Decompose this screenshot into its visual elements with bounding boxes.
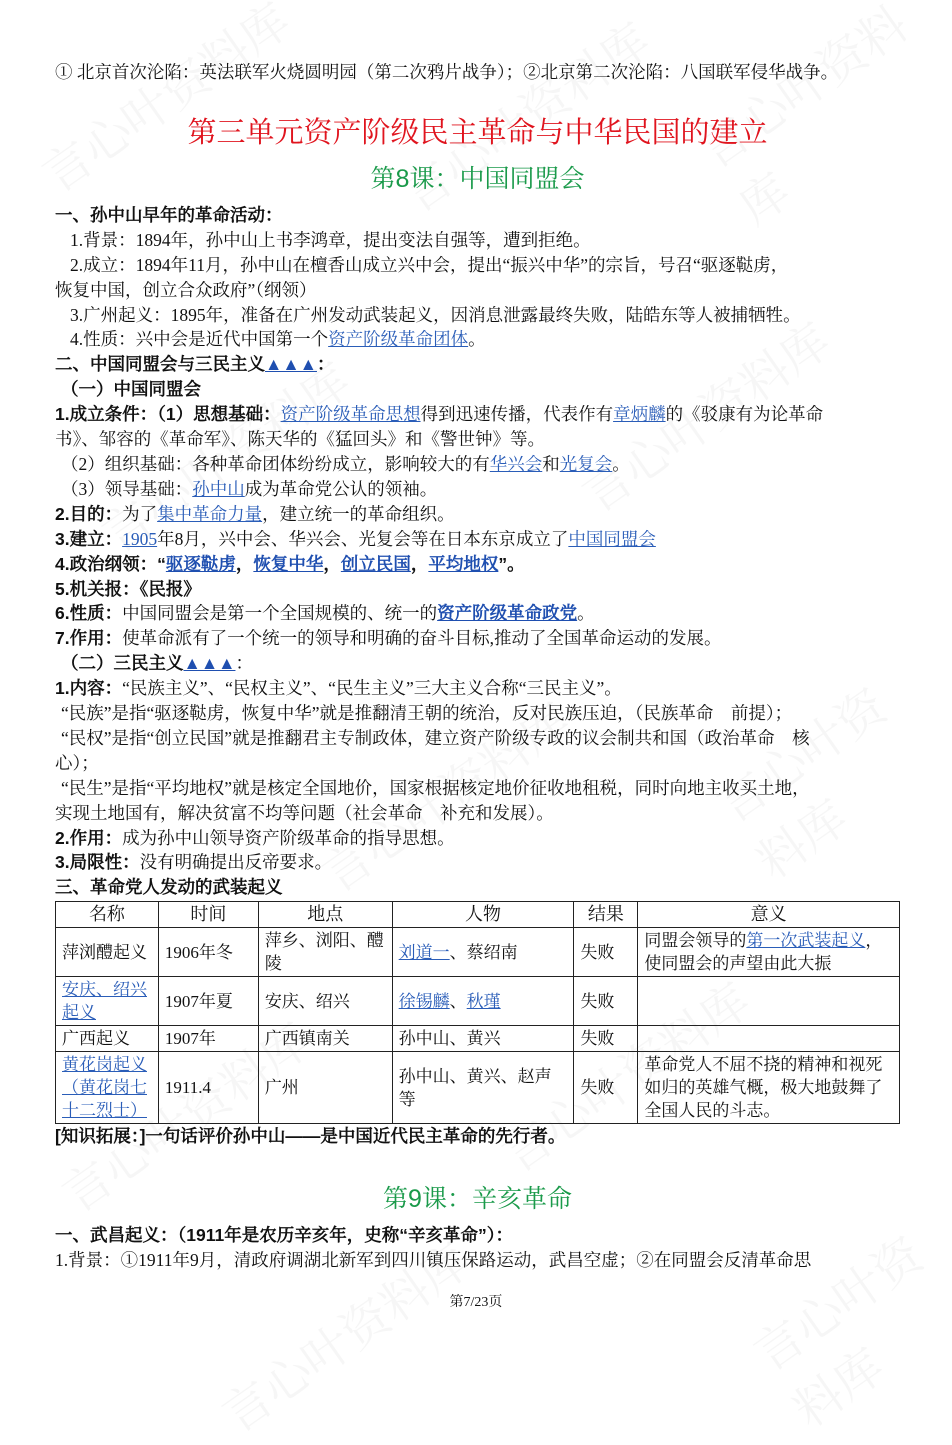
text-line: [55, 228, 900, 253]
text-run: ，建立统一的革命组织。: [262, 503, 455, 524]
text-run: 心）；: [55, 752, 99, 773]
text-run: （2）组织基础：各种革命团体纷纷成立，影响较大的有: [61, 453, 490, 474]
highlighted-term: 资产阶级革命思想: [280, 404, 421, 425]
highlighted-term: ▲▲▲: [265, 354, 317, 375]
text-line: [55, 676, 900, 701]
text-line: [55, 377, 900, 402]
text-run: 1911.4: [164, 1078, 212, 1098]
text-run: 2.成立：1894年11月，孙中山在檀香山成立兴中会，提出“振兴中华”的宗旨，号召“驱逐鞑虏，: [70, 254, 789, 275]
highlighted-term: 黄花岗起义（黄花岗七十二烈士）: [62, 1055, 147, 1121]
text-run: ，: [410, 553, 429, 574]
text-run: 第8课：中国同盟会: [370, 164, 585, 193]
text-run: 中国同盟会是第一个全国规模的、统一的: [122, 603, 438, 624]
text-run: 1.背景：①1911年9月，清政府调湖北新军到四川镇压保路运动，武昌空虚；②在同盟会反清革命思: [55, 1250, 812, 1271]
text-line: [55, 352, 900, 377]
text-line: [55, 701, 900, 726]
text-line: [55, 427, 900, 452]
highlighted-term: 光复会: [559, 453, 613, 474]
text-line: [55, 203, 900, 228]
highlighted-term: 安庆、绍兴起义: [62, 980, 147, 1023]
text-run: 广州: [264, 1078, 299, 1098]
table-cell: [574, 977, 638, 1026]
highlighted-term: 资产阶级革命政党: [437, 603, 578, 624]
text-run: 6.性质：: [55, 603, 123, 624]
text-run: 萍乡、浏阳、醴陵: [264, 931, 384, 974]
text-run: 一、孙中山早年的革命活动：: [55, 204, 283, 225]
text-line: [55, 751, 900, 776]
text-run: 失败: [580, 942, 615, 962]
table-header-row: [56, 902, 900, 928]
text-run: 二、中国同盟会与三民主义: [55, 354, 265, 375]
table-row: [56, 1052, 900, 1124]
text-line: [55, 527, 900, 552]
text-run: 没有明确提出反帝要求。: [139, 852, 333, 873]
highlighted-term: 刘道一: [398, 942, 450, 962]
text-line: [55, 60, 900, 85]
table-cell: [574, 1026, 638, 1052]
highlighted-term: 资产阶级革命团体: [328, 329, 469, 350]
table-cell: [158, 1052, 258, 1124]
text-run: 2.目的：: [55, 503, 123, 524]
highlighted-term: 第一次武装起义: [746, 931, 866, 951]
text-run: 书》、邹容的《革命军》、陈天华的《猛回头》和《警世钟》等。: [55, 429, 545, 450]
lesson-title: [55, 161, 900, 197]
text-line: [55, 776, 900, 801]
text-run: 失败: [580, 991, 615, 1011]
table-cell: [158, 977, 258, 1026]
highlighted-term: 创立民国: [340, 553, 411, 574]
text-line: [55, 850, 900, 875]
highlighted-term: 集中革命力量: [157, 503, 263, 524]
highlighted-term: ▲▲▲: [183, 653, 236, 674]
text-line: [55, 502, 900, 527]
text-run: 2.作用：: [55, 827, 123, 848]
table-cell: [638, 1026, 900, 1052]
text-run: ，使同盟会的声望由此大振: [644, 931, 883, 974]
text-run: 广西起义: [62, 1029, 130, 1049]
text-run: “民族主义”、“民权主义”、“民生主义”三大主义合称“三民主义”。: [122, 678, 622, 699]
text-run: 1.背景：1894年，孙中山上书李鸿章，提出变法自强等，遭到拒绝。: [70, 229, 591, 250]
text-run: 。: [612, 453, 630, 474]
text-line: [55, 626, 900, 651]
text-run: 1907年夏: [164, 991, 233, 1011]
text-run: 失败: [580, 1029, 615, 1049]
column-header: 时间: [158, 902, 258, 928]
table-cell: [638, 977, 900, 1026]
column-header: 人物: [392, 902, 574, 928]
column-header: 意义: [638, 902, 900, 928]
text-line: [55, 577, 900, 602]
text-run: 、蔡绍南: [449, 942, 518, 962]
text-run: “民族”是指“驱逐鞑虏，恢复中华”就是推翻清王朝的统治，反对民族压迫，（民族革命 前提）；: [61, 703, 793, 724]
table-cell: [392, 1026, 574, 1052]
text-run: 5.机关报：《民报》: [55, 578, 201, 599]
text-line: [55, 278, 900, 303]
text-run: 得到迅速传播，代表作有: [420, 404, 614, 425]
uprisings-table: [55, 901, 900, 1124]
table-cell: [258, 1026, 392, 1052]
text-run: 、: [449, 991, 467, 1011]
text-line: [55, 327, 900, 352]
text-run: 成为革命党公认的领袖。: [244, 478, 438, 499]
text-run: 萍浏醴起义: [62, 942, 147, 962]
text-run: 三、革命党人发动的武装起义: [55, 877, 283, 898]
highlighted-term: 驱逐鞑虏: [165, 553, 236, 574]
text-line: [55, 1223, 900, 1248]
highlighted-term: 华兴会: [489, 453, 543, 474]
column-header: 结果: [574, 902, 638, 928]
text-run: 使革命派有了一个统一的领导和明确的奋斗目标,推动了全国革命运动的发展。: [122, 628, 722, 649]
table-row: [56, 977, 900, 1026]
text-line: [55, 402, 900, 427]
text-run: [知识拓展：]一句话评价孙中山——是中国近代民主革命的先行者。: [55, 1126, 566, 1147]
text-line: [55, 875, 900, 900]
column-header: 地点: [258, 902, 392, 928]
text-run: 和: [542, 453, 560, 474]
table-cell: [56, 1052, 159, 1124]
text-run: 4.政治纲领：“: [55, 553, 166, 574]
table-cell: [258, 1052, 392, 1124]
text-run: ① 北京首次沦陷：英法联军火烧圆明园（第二次鸦片战争）；②北京第二次沦陷：八国联军侵华战争。: [55, 62, 839, 82]
text-run: “民生”是指“平均地权”就是核定全国地价，国家根据核定地价征收地租税，同时向地主收买土地，: [61, 777, 810, 798]
text-run: 年8月，兴中会、华兴会、光复会等在日本东京成立了: [157, 528, 569, 549]
table-cell: [158, 928, 258, 977]
text-run: 孙中山、黄兴: [398, 1029, 501, 1049]
text-run: 安庆、绍兴: [264, 991, 350, 1011]
highlighted-term: 徐锡麟: [398, 991, 450, 1011]
text-run: 恢复中国，创立合众政府”（纲领）: [55, 279, 317, 300]
table-cell: [258, 977, 392, 1026]
text-run: 同盟会领导的: [644, 931, 747, 951]
text-run: 1.内容：: [55, 678, 123, 699]
highlighted-term: 中国同盟会: [568, 528, 656, 549]
text-run: 3.建立：: [55, 528, 123, 549]
text-run: 革命党人不屈不挠的精神和视死如归的英雄气概，极大地鼓舞了全国人民的斗志。: [644, 1055, 883, 1121]
text-run: 1906年冬: [164, 942, 233, 962]
table-cell: [258, 928, 392, 977]
text-line: [55, 1248, 900, 1273]
table-cell: [392, 977, 574, 1026]
text-line: [55, 601, 900, 626]
highlighted-term: 平均地权: [428, 553, 499, 574]
text-run: 为了: [122, 503, 158, 524]
text-run: 3.局限性：: [55, 852, 140, 873]
text-run: “民权”是指“创立民国”就是推翻君主专制政体，建立资产阶级专政的议会制共和国（政治革命 核: [61, 727, 810, 748]
text-line: [55, 477, 900, 502]
text-line: [55, 801, 900, 826]
table-row: [56, 1026, 900, 1052]
text-run: 第三单元资产阶级民主革命与中华民国的建立: [187, 116, 768, 149]
text-run: ，: [323, 553, 341, 574]
text-line: [55, 303, 900, 328]
table-cell: [158, 1026, 258, 1052]
text-run: （3）领导基础：: [61, 478, 193, 499]
text-run: 4.性质：兴中会是近代中国第一个: [70, 329, 329, 350]
highlighted-term: 秋瑾: [466, 991, 501, 1011]
table-cell: [56, 1026, 159, 1052]
table-cell: [392, 928, 574, 977]
table-cell: [56, 977, 159, 1026]
text-run: 的《驳康有为论革命: [665, 404, 824, 425]
text-line: [55, 1124, 900, 1149]
text-run: ：: [316, 354, 335, 375]
text-run: 实现土地国有，解决贫富不均等问题（社会革命 补充和发展）。: [55, 802, 554, 823]
table-cell: [56, 928, 159, 977]
text-run: 3.广州起义：1895年，准备在广州发动武装起义，因消息泄露最终失败，陆皓东等人被捕牺牲。: [70, 304, 801, 325]
text-run: 。: [577, 603, 595, 624]
text-run: 孙中山、黄兴、赵声等: [398, 1066, 552, 1109]
document-body: [55, 60, 900, 1273]
text-run: 成为孙中山领导资产阶级革命的指导思想。: [122, 827, 455, 848]
text-line: [55, 651, 900, 676]
text-run: 广西镇南关: [264, 1029, 350, 1049]
text-run: ，: [235, 553, 254, 574]
highlighted-term: 1905: [122, 528, 158, 549]
text-line: [55, 726, 900, 751]
table-cell: [638, 928, 900, 977]
text-run: 第9课：辛亥革命: [383, 1185, 572, 1214]
unit-title: [55, 113, 900, 153]
highlighted-term: 孙中山: [192, 478, 245, 499]
table-row: [56, 928, 900, 977]
text-line: [55, 452, 900, 477]
text-run: 1.成立条件：（1）思想基础：: [55, 404, 281, 425]
lesson-title: [55, 1181, 900, 1217]
text-run: 1907年: [164, 1029, 216, 1049]
column-header: 名称: [56, 902, 159, 928]
text-run: （一）中国同盟会: [61, 379, 201, 400]
text-run: （二）三民主义: [61, 653, 184, 674]
text-run: 失败: [580, 1078, 615, 1098]
table-cell: [574, 1052, 638, 1124]
table-cell: [574, 928, 638, 977]
table-cell: [392, 1052, 574, 1124]
text-line: [55, 253, 900, 278]
table-cell: [638, 1052, 900, 1124]
text-line: [55, 826, 900, 851]
text-run: ：: [235, 653, 253, 674]
text-run: 一、武昌起义：（1911年是农历辛亥年，史称“辛亥革命”）：: [55, 1225, 513, 1246]
highlighted-term: 恢复中华: [253, 553, 324, 574]
page-number: 第7/23页: [449, 1295, 503, 1310]
text-line: [55, 552, 900, 577]
highlighted-term: 章炳麟: [613, 404, 666, 425]
text-run: ”。: [498, 553, 525, 574]
text-run: 7.作用：: [55, 628, 123, 649]
text-run: 。: [468, 329, 486, 350]
